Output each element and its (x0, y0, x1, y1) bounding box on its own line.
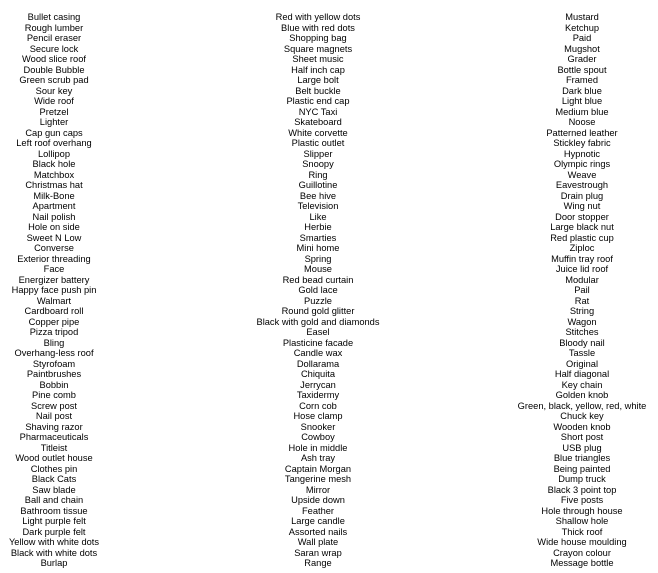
list-item: Thick roof (561, 526, 603, 537)
list-item: Cowboy (301, 432, 335, 442)
list-item: Paintbrushes (26, 369, 82, 379)
list-item: Styrofoam (32, 358, 76, 369)
list-item: Apartment (32, 201, 76, 211)
list-item: Upside down (291, 495, 345, 505)
list-item: Noose (568, 117, 596, 127)
list-item: Captain Morgan (284, 463, 352, 474)
list-item: Rat (574, 295, 590, 306)
list-item: Plasticine facade (282, 337, 354, 348)
list-item: Ziploc (569, 243, 595, 253)
list-item: Bathroom tissue (20, 505, 88, 516)
list-item: Matchbox (33, 169, 75, 180)
list-item: Large bolt (297, 75, 339, 85)
list-item: Bottle spout (557, 64, 607, 75)
list-item: Range (304, 558, 332, 568)
list-item: Sour key (35, 85, 73, 96)
list-item: Shallow hole (555, 516, 609, 526)
list-item: Square magnets (283, 43, 353, 54)
list-item: Eavestrough (555, 180, 609, 190)
list-item: Mustard (565, 12, 599, 22)
list-item: Television (297, 201, 339, 211)
list-item: Half diagonal (554, 369, 610, 379)
list-item: Ring (308, 169, 328, 180)
word-list-column-2 (248, 12, 388, 569)
list-item: Light purple felt (22, 516, 86, 526)
list-item: Slipper (303, 148, 333, 159)
list-item: Candle wax (293, 348, 343, 358)
list-item: Large black nut (550, 222, 614, 232)
list-item: Cardboard roll (24, 306, 84, 316)
list-item: Wide roof (34, 96, 74, 106)
list-item: Yellow with white dots (8, 537, 100, 547)
list-item: Being painted (553, 463, 611, 474)
list-item: Feather (301, 505, 335, 516)
list-item: Door stopper (555, 211, 609, 222)
list-item: Saw blade (32, 484, 76, 495)
list-item: Cap gun caps (25, 127, 83, 138)
list-item: Converse (34, 243, 74, 253)
list-item: Left roof overhang (16, 138, 92, 148)
list-item: Wall plate (297, 537, 339, 547)
list-item: Burlap (40, 558, 68, 568)
list-item: Framed (565, 75, 599, 85)
list-item: Sheet music (292, 54, 344, 64)
list-item: Modular (565, 274, 599, 285)
list-item: Chiquita (300, 369, 336, 379)
list-item: Lighter (39, 117, 69, 127)
word-list-column-1 (0, 12, 108, 569)
list-item: Wooden knob (553, 421, 611, 432)
list-item: Golden knob (555, 390, 609, 400)
list-item: Wood outlet house (15, 453, 93, 463)
list-item: Shaving razor (25, 421, 83, 432)
word-list-column-3 (512, 12, 652, 569)
list-item: Gold lace (298, 285, 338, 295)
list-item: Black 3 point top (547, 484, 617, 495)
list-item: Rough lumber (24, 22, 84, 33)
list-item: Red with yellow dots (275, 12, 361, 22)
list-item: Clothes pin (30, 463, 78, 474)
list-item: Short post (560, 432, 604, 442)
list-item: Double Bubble (23, 64, 85, 75)
list-item: Mouse (304, 264, 332, 274)
list-item: Weave (567, 169, 597, 180)
list-item: Red plastic cup (550, 232, 614, 243)
list-item: Ball and chain (24, 495, 84, 505)
list-item: Bee hive (299, 190, 337, 201)
list-item: Hose clamp (293, 411, 343, 421)
list-item: Shopping bag (289, 33, 347, 43)
list-item: Nail post (35, 411, 73, 421)
list-item: Exterior threading (17, 253, 91, 264)
list-item: Screw post (31, 400, 77, 411)
list-item: Tangerine mesh (284, 474, 352, 484)
list-item: Taxidermy (296, 390, 340, 400)
list-item: NYC Taxi (298, 106, 338, 117)
list-item: Bloody nail (559, 337, 605, 348)
list-item: Stitches (565, 327, 599, 337)
list-item: Mugshot (564, 43, 600, 54)
list-item: Original (565, 358, 599, 369)
list-item: Large candle (291, 516, 345, 526)
list-item: Mirror (305, 484, 331, 495)
list-item: Happy face push pin (11, 285, 97, 295)
list-item: Hypnotic (563, 148, 601, 159)
list-item: Overhang-less roof (14, 348, 94, 358)
list-item: Christmas hat (25, 180, 83, 190)
list-item: Green scrub pad (19, 75, 89, 85)
list-item: Wide house moulding (537, 537, 627, 547)
list-item: Chuck key (560, 411, 604, 421)
list-item: Stickley fabric (553, 138, 611, 148)
list-item: Nail polish (32, 211, 76, 222)
list-item: Black Cats (31, 474, 77, 484)
list-item: Red bead curtain (282, 274, 354, 285)
list-item: Puzzle (304, 295, 332, 306)
list-item: Snoopy (302, 159, 334, 169)
list-item: Corn cob (299, 400, 337, 411)
list-item: Crayon colour (553, 547, 611, 558)
list-item: Easel (306, 327, 330, 337)
list-item: Light blue (561, 96, 603, 106)
list-item: Titleist (40, 442, 68, 453)
list-item: USB plug (562, 442, 602, 453)
list-item: Like (309, 211, 327, 222)
list-item: Dollarama (296, 358, 340, 369)
list-item: Five posts (560, 495, 604, 505)
list-item: Secure lock (29, 43, 79, 54)
list-item: Black with white dots (10, 547, 98, 558)
list-item: Assorted nails (288, 526, 348, 537)
list-item: Pharmaceuticals (19, 432, 89, 442)
list-item: Snooker (300, 421, 336, 432)
list-item: Juice lid roof (555, 264, 609, 274)
list-item: Half inch cap (291, 64, 345, 75)
list-item: Medium blue (555, 106, 609, 117)
list-item: Pail (574, 285, 590, 295)
list-item: Dark purple felt (22, 526, 86, 537)
list-item: Pine comb (32, 390, 76, 400)
list-item: Green, black, yellow, red, white (517, 400, 647, 411)
list-item: Pizza tripod (29, 327, 79, 337)
list-item: Blue with red dots (281, 22, 355, 33)
list-item: Ketchup (564, 22, 600, 33)
list-item: Muffin tray roof (551, 253, 613, 264)
list-item: Message bottle (550, 558, 614, 568)
list-item: Dark blue (562, 85, 602, 96)
list-item: Sweet N Low (26, 232, 82, 243)
list-item: Hole on side (28, 222, 80, 232)
list-item: Milk-Bone (33, 190, 75, 201)
list-item: Copper pipe (28, 316, 80, 327)
list-item: Wood slice roof (22, 54, 86, 64)
list-item: Black with gold and diamonds (256, 316, 380, 327)
list-item: Grader (567, 54, 597, 64)
list-item: Hole in middle (288, 442, 348, 453)
list-item: Guillotine (298, 180, 338, 190)
list-item: Wagon (567, 316, 597, 327)
list-item: Spring (304, 253, 332, 264)
list-item: Round gold glitter (281, 306, 355, 316)
list-item: Herbie (304, 222, 332, 232)
list-item: Black hole (32, 159, 76, 169)
list-item: Lollipop (37, 148, 71, 159)
list-item: Pencil eraser (26, 33, 82, 43)
list-item: Skateboard (294, 117, 342, 127)
list-item: Tassle (568, 348, 596, 358)
list-item: Jerrycan (300, 379, 336, 390)
list-item: Walmart (36, 295, 72, 306)
list-item: Drain plug (560, 190, 604, 201)
list-item: Face (43, 264, 65, 274)
list-item: Ash tray (300, 453, 336, 463)
list-item: String (569, 306, 595, 316)
list-item: Plastic end cap (286, 96, 350, 106)
list-item: Patterned leather (546, 127, 618, 138)
list-item: Dump truck (558, 474, 606, 484)
list-item: Plastic outlet (291, 138, 345, 148)
list-item: Belt buckle (295, 85, 341, 96)
list-item: Hole through house (541, 505, 623, 516)
list-item: Saran wrap (294, 547, 342, 558)
list-item: White corvette (288, 127, 348, 138)
list-item: Bullet casing (27, 12, 81, 22)
list-item: Blue triangles (553, 453, 611, 463)
list-item: Pretzel (39, 106, 69, 117)
list-item: Bling (43, 337, 65, 348)
list-item: Key chain (561, 379, 603, 390)
list-item: Olympic rings (553, 159, 611, 169)
list-item: Mini home (296, 243, 340, 253)
list-item: Wing nut (563, 201, 601, 211)
list-item: Bobbin (39, 379, 69, 390)
list-item: Smarties (299, 232, 337, 243)
list-item: Energizer battery (18, 274, 90, 285)
list-item: Paid (572, 33, 592, 43)
